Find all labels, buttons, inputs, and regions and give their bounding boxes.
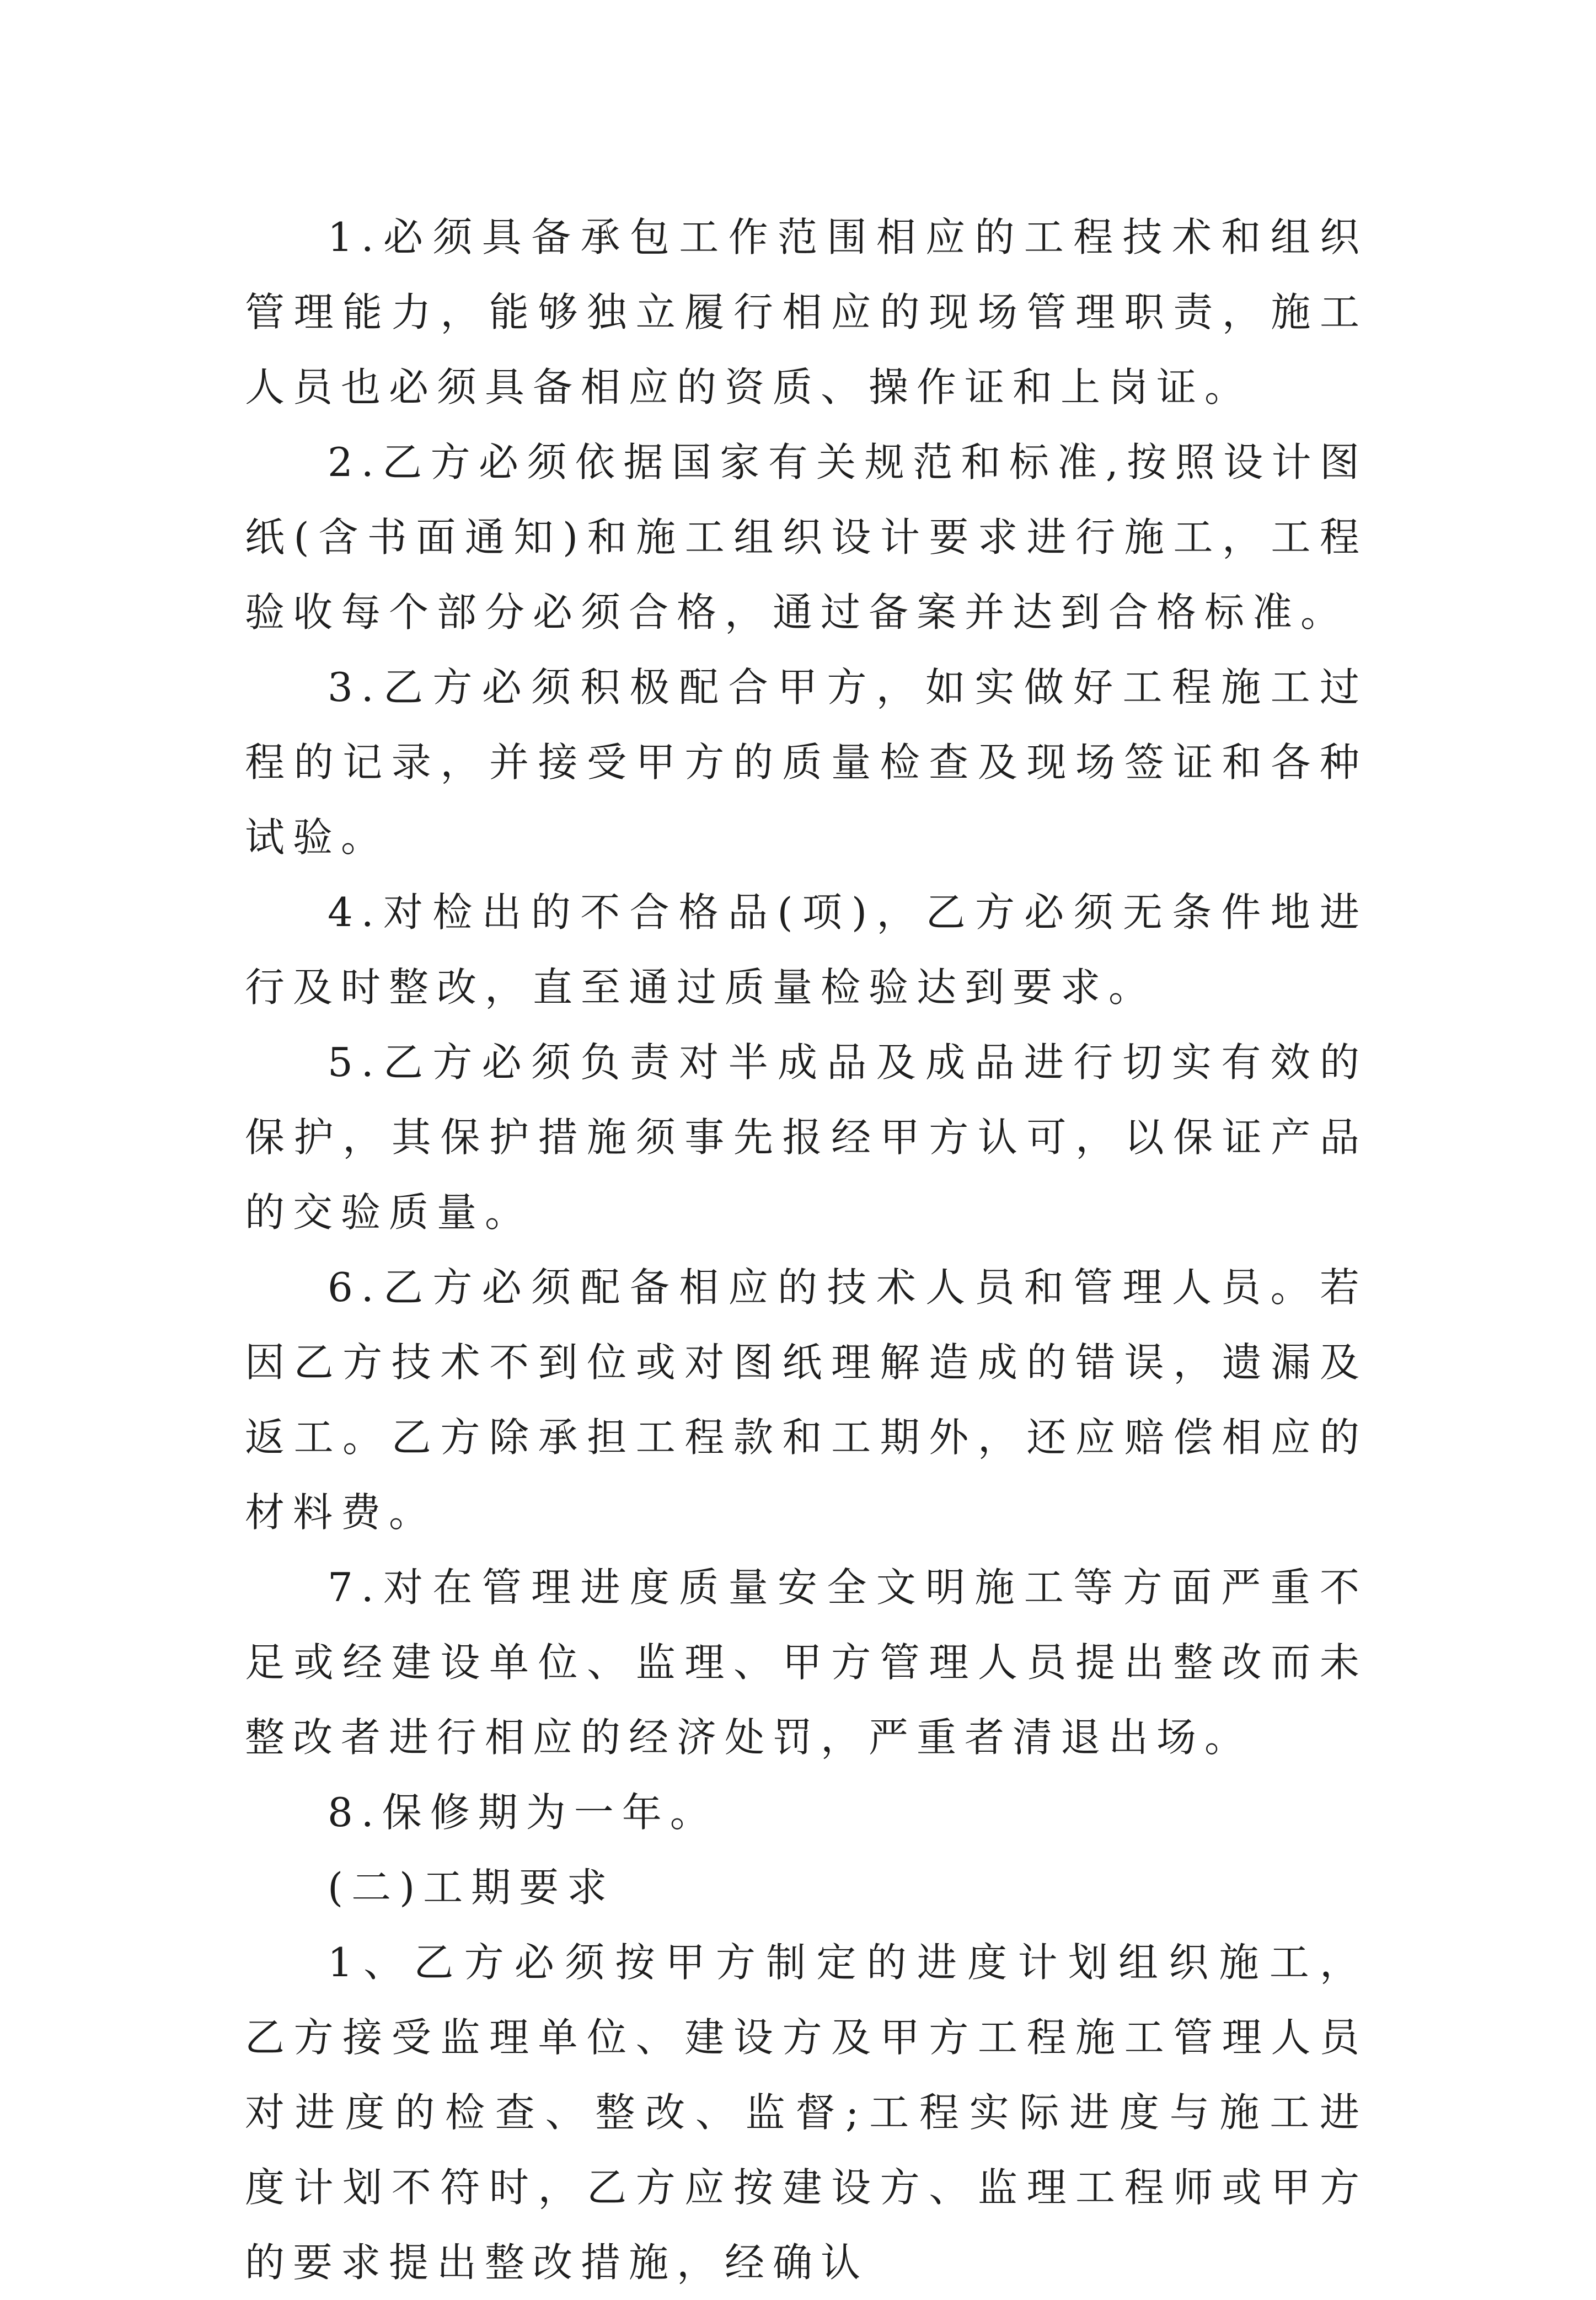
paragraph-clause-5: 5.乙方必须负责对半成品及成品进行切实有效的保护，其保护措施须事先报经甲方认可，以保证产品的交验质量。 [245, 1039, 1368, 1235]
document-body [245, 200, 1368, 2300]
paragraph-clause-1: 1.必须具备承包工作范围相应的工程技术和组织管理能力，能够独立履行相应的现场管理职责，施工人员也必须具备相应的资质、操作证和上岗证。 [245, 214, 1368, 410]
paragraph-clause-7: 7.对在管理进度质量安全文明施工等方面严重不足或经建设单位、监理、甲方管理人员提出整改而未整改者进行相应的经济处罚，严重者清退出场。 [245, 1564, 1368, 1761]
paragraph-clause-3: 3.乙方必须积极配合甲方，如实做好工程施工过程的记录，并接受甲方的质量检查及现场签证和各种试验。 [245, 664, 1368, 860]
paragraph-clause-2: 2.乙方必须依据国家有关规范和标准,按照设计图纸(含书面通知)和施工组织设计要求进行施工，工程验收每个部分必须合格，通过备案并达到合格标准。 [245, 439, 1368, 635]
paragraph-clause-8: 8.保修期为一年。 [328, 1789, 718, 1836]
section-heading-schedule: (二)工期要求 [328, 1864, 615, 1911]
paragraph-clause-6: 6.乙方必须配备相应的技术人员和管理人员。若因乙方技术不到位或对图纸理解造成的错误，遗漏及返工。乙方除承担工程款和工期外，还应赔偿相应的材料费。 [245, 1264, 1368, 1536]
paragraph-schedule-1: 1、乙方必须按甲方制定的进度计划组织施工，乙方接受监理单位、建设方及甲方工程施工管理人员对进度的检查、整改、监督;工程实际进度与施工进度计划不符时，乙方应按建设方、监理工程师或甲方的要求提出整改措施，经确认 [245, 1939, 1368, 2286]
paragraph-clause-4: 4.对检出的不合格品(项)，乙方必须无条件地进行及时整改，直至通过质量检验达到要求。 [245, 889, 1368, 1010]
